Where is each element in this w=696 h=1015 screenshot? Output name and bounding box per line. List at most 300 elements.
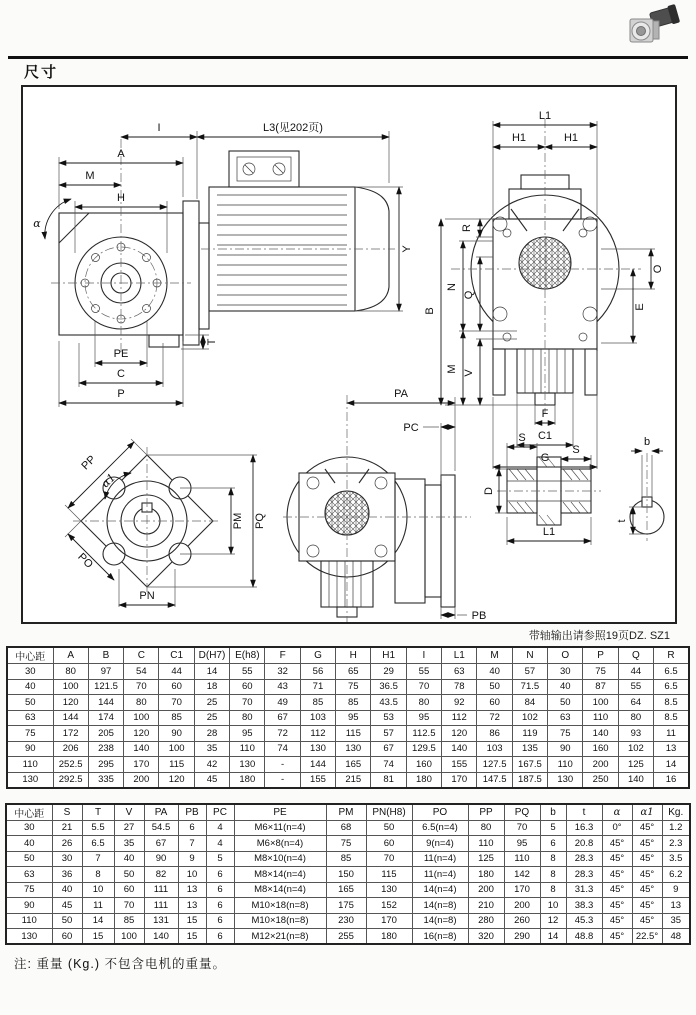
table-cell: 103 [477, 741, 512, 757]
table-cell: 14(n=8) [412, 913, 468, 929]
table-cell: 180 [366, 929, 412, 945]
table-cell: 28 [194, 726, 229, 742]
table-cell: 120 [124, 726, 159, 742]
table-cell: 60 [52, 929, 82, 945]
column-header: P [583, 647, 618, 664]
table-cell: 6 [540, 836, 566, 852]
table-cell: 172 [53, 726, 88, 742]
table-cell: 170 [124, 757, 159, 773]
table-cell: 45 [52, 898, 82, 914]
table-cell: 15 [178, 913, 206, 929]
table-cell: 45° [632, 836, 662, 852]
table-cell: 119 [512, 726, 547, 742]
table-cell: 175 [326, 898, 366, 914]
dim-label-g: G [540, 452, 550, 464]
dim-label-t: T [206, 338, 218, 346]
table-cell: M6×11(n=4) [234, 820, 326, 836]
table-cell: 14 [540, 929, 566, 945]
table-cell: 335 [88, 772, 123, 788]
table-cell: 140 [442, 741, 477, 757]
table-cell: 57 [371, 726, 406, 742]
table-cell: 72 [477, 710, 512, 726]
table-cell: 40 [548, 679, 583, 695]
table-cell: 70 [366, 851, 412, 867]
dim-label-l1-shaft: L1 [542, 526, 556, 538]
table-cell: 6 [206, 898, 234, 914]
column-header: L1 [442, 647, 477, 664]
table-cell: 14 [82, 913, 114, 929]
column-header: A [53, 647, 88, 664]
table-cell: 70 [114, 898, 144, 914]
table-cell: 7 [178, 836, 206, 852]
table-cell: 50 [477, 679, 512, 695]
table-cell: 90 [7, 741, 53, 757]
table-cell: 152 [366, 898, 412, 914]
table-cell: 70 [504, 820, 540, 836]
table-cell: 45° [632, 882, 662, 898]
table-cell: 155 [442, 757, 477, 773]
table-cell: 75 [7, 726, 53, 742]
table-cell: 215 [336, 772, 371, 788]
table-cell: 140 [583, 726, 618, 742]
table-cell: 8 [82, 867, 114, 883]
side-view-drawing [33, 121, 413, 407]
table-cell: - [265, 757, 300, 773]
table-cell: 80 [124, 695, 159, 711]
dim-label-a: A [117, 148, 125, 160]
column-header: PB [178, 804, 206, 821]
column-header: H [336, 647, 371, 664]
table-cell: 30 [52, 851, 82, 867]
table-cell: 68 [326, 820, 366, 836]
table-cell: 45.3 [566, 913, 602, 929]
table-cell: 140 [124, 741, 159, 757]
dim-label-q: Q [463, 290, 475, 300]
table-cell: 111 [144, 882, 178, 898]
table-cell: 11 [654, 726, 689, 742]
table-cell: 290 [504, 929, 540, 945]
table-row [7, 695, 689, 711]
table-cell: 90 [144, 851, 178, 867]
dim-label-h1-right: H1 [563, 132, 579, 144]
table-cell: 130 [7, 772, 53, 788]
table-cell: 9(n=4) [412, 836, 468, 852]
table-cell: 2.3 [662, 836, 690, 852]
table-cell: 95 [336, 710, 371, 726]
table-cell: 250 [583, 772, 618, 788]
table-cell: 87 [583, 679, 618, 695]
table-cell: 110 [230, 741, 265, 757]
table-cell: 63 [6, 867, 52, 883]
table-cell: 144 [300, 757, 335, 773]
table-cell: 45° [602, 836, 632, 852]
table-cell: 15 [178, 929, 206, 945]
table-cell: 26 [52, 836, 82, 852]
table-cell: 180 [468, 867, 504, 883]
table-cell: 14(n=8) [412, 898, 468, 914]
table-cell: 6 [178, 820, 206, 836]
table-cell: 0° [602, 820, 632, 836]
table-cell: 40 [6, 836, 52, 852]
table-row [6, 898, 690, 914]
table-cell: 40 [52, 882, 82, 898]
table-cell: 53 [371, 710, 406, 726]
table-cell: 140 [618, 772, 653, 788]
table-cell: 160 [406, 757, 441, 773]
weight-footnote: 注: 重量 (Kg.) 不包含电机的重量。 [14, 957, 226, 971]
table-cell: 130 [6, 929, 52, 945]
table-cell: 170 [366, 913, 412, 929]
table-cell: 70 [406, 679, 441, 695]
table-cell: 50 [114, 867, 144, 883]
table-cell: 100 [114, 929, 144, 945]
table-cell: 75 [583, 664, 618, 680]
table-cell: 13 [654, 741, 689, 757]
column-header: I [406, 647, 441, 664]
table-cell: 110 [468, 836, 504, 852]
table-row [7, 710, 689, 726]
table-row [7, 772, 689, 788]
table-cell: M10×18(n=8) [234, 913, 326, 929]
column-header: C1 [159, 647, 194, 664]
table-cell: 72 [265, 726, 300, 742]
table-cell: 103 [300, 710, 335, 726]
table-cell: 200 [468, 882, 504, 898]
table-cell: 42 [194, 757, 229, 773]
table-cell: 7 [82, 851, 114, 867]
table-cell: 11(n=4) [412, 867, 468, 883]
table-cell: 129.5 [406, 741, 441, 757]
table-cell: 174 [88, 710, 123, 726]
front-view-drawing [424, 110, 664, 469]
table-cell: 6.2 [662, 867, 690, 883]
dim-label-e: E [634, 303, 646, 311]
table-cell: 45° [632, 913, 662, 929]
table-cell: M12×21(n=8) [234, 929, 326, 945]
table-cell: 121.5 [88, 679, 123, 695]
table-cell: 30 [548, 664, 583, 680]
table-cell: 252.5 [53, 757, 88, 773]
table-cell: 10 [178, 867, 206, 883]
dim-label-y: Y [401, 245, 413, 253]
table-cell: 93 [618, 726, 653, 742]
table-cell: 10 [82, 882, 114, 898]
dim-label-alpha: α [33, 217, 41, 230]
table-cell: 6.5(n=4) [412, 820, 468, 836]
column-header: 中心距 [6, 804, 52, 821]
table-cell: 55 [618, 679, 653, 695]
column-header: N [512, 647, 547, 664]
page-title: 尺寸 [24, 64, 59, 81]
table-cell: 200 [583, 757, 618, 773]
table-cell: 6 [206, 882, 234, 898]
column-header: O [548, 647, 583, 664]
dim-label-s-right: S [572, 444, 580, 456]
table-cell: 81 [371, 772, 406, 788]
table-cell: 13 [662, 898, 690, 914]
hollow-shaft-drawing [483, 432, 601, 545]
output-flange-drawing [65, 439, 266, 607]
table-cell: 71.5 [512, 679, 547, 695]
table-cell: 85 [336, 695, 371, 711]
table-cell: 50 [6, 851, 52, 867]
table-cell: 45° [632, 898, 662, 914]
column-header: R [654, 647, 689, 664]
dim-label-m2: M [446, 364, 458, 374]
table-cell: 50 [7, 695, 53, 711]
dim-label-c1: C1 [537, 430, 553, 442]
table-cell: 14 [194, 664, 229, 680]
column-header: D(H7) [194, 647, 229, 664]
dim-label-alpha1: α1 [98, 470, 119, 491]
table-cell: 125 [468, 851, 504, 867]
table-cell: 45° [602, 913, 632, 929]
table-cell: 86 [477, 726, 512, 742]
shaft-output-note: 带轴输出请参照19页DZ. SZ1 [528, 630, 670, 642]
column-header: 中心距 [7, 647, 53, 664]
table-cell: 5 [540, 820, 566, 836]
table-row [7, 741, 689, 757]
table-cell: 50 [366, 820, 412, 836]
table-row [6, 867, 690, 883]
table-cell: 147.5 [477, 772, 512, 788]
table-cell: 29 [371, 664, 406, 680]
table-cell: 165 [326, 882, 366, 898]
table-row [6, 882, 690, 898]
table-cell: 14(n=4) [412, 882, 468, 898]
table-cell: 71 [300, 679, 335, 695]
table-cell: 125 [618, 757, 653, 773]
table-cell: 120 [442, 726, 477, 742]
table-cell: 8 [540, 851, 566, 867]
top-rule [8, 0, 688, 59]
table-cell: 85 [159, 710, 194, 726]
table-cell: 11 [82, 898, 114, 914]
table-cell: 1.2 [662, 820, 690, 836]
table-cell: 45° [632, 820, 662, 836]
table-cell: 110 [7, 757, 53, 773]
table-cell: 16 [654, 772, 689, 788]
table-cell: 144 [88, 695, 123, 711]
table-cell: 45 [194, 772, 229, 788]
table-cell: 28.3 [566, 851, 602, 867]
table-cell: 70 [230, 695, 265, 711]
table-cell: 60 [114, 882, 144, 898]
table-cell: 75 [548, 726, 583, 742]
table-cell: 50 [548, 695, 583, 711]
table-cell: 80 [468, 820, 504, 836]
table-cell: 100 [124, 710, 159, 726]
table-cell: 110 [583, 710, 618, 726]
dim-label-b: B [424, 307, 436, 315]
table-cell: 6 [206, 913, 234, 929]
table-cell: 38.3 [566, 898, 602, 914]
column-header: α [602, 804, 632, 821]
table-cell: 48.8 [566, 929, 602, 945]
table-cell: 127.5 [477, 757, 512, 773]
table-cell: 280 [468, 913, 504, 929]
keyway-section-drawing [616, 436, 664, 541]
table-cell: 130 [548, 772, 583, 788]
table-cell: 25 [194, 710, 229, 726]
table-cell: 64 [618, 695, 653, 711]
table-cell: - [265, 772, 300, 788]
column-header: Q [618, 647, 653, 664]
table-cell: 45° [602, 929, 632, 945]
table-cell: 60 [366, 836, 412, 852]
table-cell: 44 [159, 664, 194, 680]
table-cell: 6.5 [654, 679, 689, 695]
table-cell: 16(n=8) [412, 929, 468, 945]
column-header: V [114, 804, 144, 821]
table-cell: 6 [206, 929, 234, 945]
table-cell: 200 [124, 772, 159, 788]
table-cell: 8.5 [654, 695, 689, 711]
dim-label-po: PO [75, 551, 95, 571]
table-cell: 97 [88, 664, 123, 680]
table-cell: 170 [442, 772, 477, 788]
header-row [6, 804, 690, 821]
table-cell: 180 [406, 772, 441, 788]
table-cell: 82 [144, 867, 178, 883]
table-cell: 5.5 [82, 820, 114, 836]
table-cell: 40 [114, 851, 144, 867]
table-cell: 111 [144, 898, 178, 914]
table-cell: 67 [265, 710, 300, 726]
table-cell: 25 [194, 695, 229, 711]
table-cell: 142 [504, 867, 540, 883]
dim-label-pa: PA [394, 388, 408, 400]
table-cell: 131 [144, 913, 178, 929]
table-cell: 90 [548, 741, 583, 757]
table-cell: 16.3 [566, 820, 602, 836]
table-cell: 260 [504, 913, 540, 929]
column-header: PN(H8) [366, 804, 412, 821]
table-cell: 110 [6, 913, 52, 929]
table-cell: 56 [300, 664, 335, 680]
column-header: T [82, 804, 114, 821]
table-cell: M8×14(n=4) [234, 882, 326, 898]
table-cell: 100 [583, 695, 618, 711]
table-cell: 206 [53, 741, 88, 757]
table-cell: 63 [442, 664, 477, 680]
dim-label-pq: PQ [254, 513, 266, 529]
dimension-drawings [23, 87, 673, 622]
table-cell: 90 [6, 898, 52, 914]
dim-label-c: C [117, 368, 125, 380]
table-cell: 160 [583, 741, 618, 757]
table-cell: 110 [548, 757, 583, 773]
table-cell: 45° [632, 867, 662, 883]
table-cell: 35 [114, 836, 144, 852]
column-header: H1 [371, 647, 406, 664]
table-cell: 60 [230, 679, 265, 695]
table-cell: M8×10(n=4) [234, 851, 326, 867]
table-cell: 130 [336, 741, 371, 757]
dim-label-pb: PB [471, 610, 487, 622]
table-cell: 67 [371, 741, 406, 757]
table-cell: 112.5 [406, 726, 441, 742]
table-cell: 12 [540, 913, 566, 929]
table-cell: 130 [366, 882, 412, 898]
table-cell: 80 [618, 710, 653, 726]
table-cell: 35 [662, 913, 690, 929]
table-cell: 85 [326, 851, 366, 867]
table-cell: 30 [6, 820, 52, 836]
table-cell: 295 [88, 757, 123, 773]
table-cell: 120 [53, 695, 88, 711]
table-cell: 230 [326, 913, 366, 929]
table-cell: 35 [194, 741, 229, 757]
table-cell: 155 [300, 772, 335, 788]
table-cell: 115 [336, 726, 371, 742]
table-cell: 54.5 [144, 820, 178, 836]
table-cell: 60 [159, 679, 194, 695]
table-row [7, 679, 689, 695]
table-cell: 85 [300, 695, 335, 711]
table-cell: 45° [602, 898, 632, 914]
table-cell: 170 [504, 882, 540, 898]
dim-label-pm: PM [232, 512, 244, 530]
dim-label-tkey: t [616, 519, 628, 523]
table-cell: 80 [53, 664, 88, 680]
column-header: PA [144, 804, 178, 821]
table-cell: 112 [442, 710, 477, 726]
dim-label-i: I [157, 122, 161, 134]
table-row [7, 664, 689, 680]
column-header: C [124, 647, 159, 664]
dimension-table-1 [6, 646, 690, 789]
table-cell: 4 [206, 820, 234, 836]
table-cell: 292.5 [53, 772, 88, 788]
gearbox-photo [624, 3, 680, 49]
table-cell: 75 [326, 836, 366, 852]
table-cell: 63 [548, 710, 583, 726]
table-cell: 102 [512, 710, 547, 726]
table-cell: 43.5 [371, 695, 406, 711]
table-cell: M6×8(n=4) [234, 836, 326, 852]
table-cell: 21 [52, 820, 82, 836]
dim-label-l3: L3(见202页) [263, 122, 323, 134]
table-cell: 200 [504, 898, 540, 914]
table-row [7, 757, 689, 773]
table-cell: 115 [366, 867, 412, 883]
table-cell: 110 [504, 851, 540, 867]
table-cell: 60 [477, 695, 512, 711]
header-row [7, 647, 689, 664]
table-cell: 84 [512, 695, 547, 711]
table-cell: 36 [52, 867, 82, 883]
table-cell: 8 [540, 882, 566, 898]
column-header: E(h8) [230, 647, 265, 664]
table-cell: 18 [194, 679, 229, 695]
table-cell: 13 [178, 898, 206, 914]
table-cell: 238 [88, 741, 123, 757]
column-header: PM [326, 804, 366, 821]
column-header: M [477, 647, 512, 664]
table-cell: 22.5° [632, 929, 662, 945]
dim-label-s-left: S [518, 432, 526, 444]
table-cell: 32 [265, 664, 300, 680]
table-cell: 75 [336, 679, 371, 695]
table-cell: 57 [512, 664, 547, 680]
table-cell: 95 [230, 726, 265, 742]
table-cell: 20.8 [566, 836, 602, 852]
table-cell: 80 [406, 695, 441, 711]
dimension-table-2 [5, 803, 691, 946]
column-header: B [88, 647, 123, 664]
table-cell: 80 [230, 710, 265, 726]
